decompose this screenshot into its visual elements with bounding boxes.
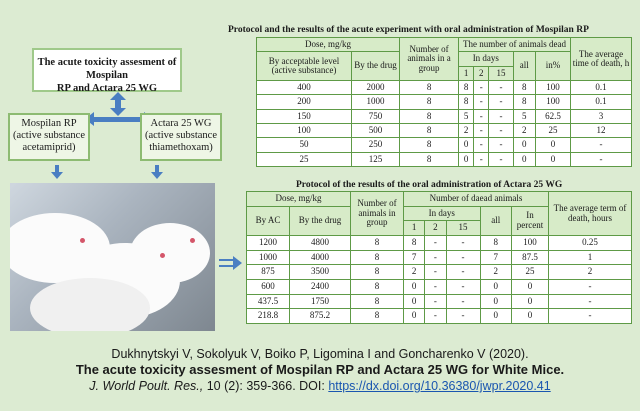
table-cell: 0.1: [571, 81, 632, 95]
table-cell: 12: [571, 123, 632, 137]
table-cell: 25: [257, 152, 352, 166]
table-cell: 2: [404, 265, 425, 280]
table-cell: 0.25: [549, 236, 632, 251]
table-cell: 8: [351, 279, 404, 294]
table-cell: 5: [459, 109, 474, 123]
table-cell: 8: [480, 236, 511, 251]
table-cell: 25: [512, 265, 549, 280]
table-cell: -: [474, 138, 489, 152]
header-dose: Dose, mg/kg: [247, 192, 351, 207]
header-drug: By the drug: [290, 206, 351, 235]
mice-photo: [10, 183, 215, 331]
header-days: In days: [404, 206, 481, 221]
table-cell: 600: [247, 279, 290, 294]
table-cell: 50: [257, 138, 352, 152]
table-cell: 25: [535, 123, 570, 137]
actara-table: [246, 191, 632, 324]
header-dose: Dose, mg/kg: [257, 38, 400, 52]
table-cell: 100: [257, 123, 352, 137]
table-cell: -: [425, 279, 446, 294]
table-cell: 8: [400, 95, 459, 109]
header-day2: 2: [474, 66, 489, 80]
table-cell: -: [474, 123, 489, 137]
header-number: Number of animals in group: [351, 192, 404, 236]
table-cell: 218.8: [247, 309, 290, 324]
table-row: [247, 236, 632, 251]
header-ac: By AC: [247, 206, 290, 235]
table-row: [247, 265, 632, 280]
table-cell: 3: [571, 109, 632, 123]
table-cell: 87.5: [512, 250, 549, 265]
table-cell: 8: [351, 265, 404, 280]
table-row: [247, 250, 632, 265]
table-cell: 8: [400, 81, 459, 95]
table-row: [247, 309, 632, 324]
table-cell: -: [446, 279, 480, 294]
table-cell: 400: [257, 81, 352, 95]
table-cell: 1200: [247, 236, 290, 251]
main-title-line1: The acute toxicity assesment of Mospilan: [37, 57, 177, 81]
table-cell: 500: [352, 123, 400, 137]
table-cell: 2400: [290, 279, 351, 294]
table-cell: 200: [257, 95, 352, 109]
table-cell: -: [446, 309, 480, 324]
table-cell: -: [489, 123, 513, 137]
table-cell: -: [425, 250, 446, 265]
header-all: all: [480, 206, 511, 235]
table-cell: 100: [535, 81, 570, 95]
table-cell: 8: [400, 109, 459, 123]
actara-box: [140, 113, 222, 161]
header-number: Number of animals in a group: [400, 38, 459, 81]
citation-volume: 10 (2): 359-366. DOI:: [206, 379, 329, 393]
table-cell: 8: [513, 81, 535, 95]
table-cell: -: [571, 152, 632, 166]
table-cell: 2: [459, 123, 474, 137]
header-all: all: [513, 52, 535, 81]
table-cell: -: [549, 279, 632, 294]
table-cell: 250: [352, 138, 400, 152]
table-cell: -: [446, 265, 480, 280]
table-cell: 7: [480, 250, 511, 265]
table-row: [257, 81, 632, 95]
table-cell: 3500: [290, 265, 351, 280]
table-cell: 150: [257, 109, 352, 123]
main-title-line2: RP and Actara 25 WG: [56, 83, 158, 94]
table-cell: -: [446, 294, 480, 309]
table-cell: -: [474, 152, 489, 166]
actara-name: Actara 25 WG: [150, 118, 212, 129]
table-cell: -: [446, 236, 480, 251]
table-cell: 1000: [352, 95, 400, 109]
table-cell: 0: [404, 294, 425, 309]
header-days: In days: [459, 52, 514, 66]
table-cell: -: [425, 265, 446, 280]
table-row: [257, 123, 632, 137]
citation-title: The acute toxicity assesment of Mospilan RP and Actara 25 WG for White Mice.: [75, 362, 565, 377]
table-cell: 2000: [352, 81, 400, 95]
table-row: [257, 109, 632, 123]
mospilan-box: [8, 113, 90, 161]
table-cell: 0: [513, 152, 535, 166]
table-cell: 4800: [290, 236, 351, 251]
table-cell: 0: [512, 279, 549, 294]
table-cell: 4000: [290, 250, 351, 265]
mospilan-sub1: (active substance: [12, 130, 85, 141]
citation-source: [0, 379, 640, 393]
table-row: [257, 95, 632, 109]
header-day15: 15: [489, 66, 513, 80]
header-dead: The number of animals dead: [459, 38, 571, 52]
table-cell: 62.5: [535, 109, 570, 123]
table-cell: 8: [459, 81, 474, 95]
table-cell: -: [549, 294, 632, 309]
header-day15: 15: [446, 221, 480, 236]
mospilan-sub2: acetamiprid): [22, 142, 76, 153]
header-day1: 1: [404, 221, 425, 236]
table-cell: -: [571, 138, 632, 152]
table-row: [257, 152, 632, 166]
table-cell: -: [446, 250, 480, 265]
table-cell: 2: [513, 123, 535, 137]
table-cell: 0: [513, 138, 535, 152]
table-cell: 7: [404, 250, 425, 265]
table-cell: 8: [351, 250, 404, 265]
table-cell: 0: [480, 309, 511, 324]
table-cell: 0: [480, 279, 511, 294]
header-day2: 2: [425, 221, 446, 236]
table-cell: 0: [535, 138, 570, 152]
doi-link[interactable]: https://dx.doi.org/10.36380/jwpr.2020.41: [328, 379, 551, 393]
table-cell: 0: [480, 294, 511, 309]
table-cell: 0.1: [571, 95, 632, 109]
table-cell: -: [474, 95, 489, 109]
header-dead: Number of daead animals: [404, 192, 549, 207]
table-row: [257, 138, 632, 152]
table-cell: 8: [513, 95, 535, 109]
table-cell: 8: [400, 138, 459, 152]
table-cell: 1750: [290, 294, 351, 309]
table-cell: 437.5: [247, 294, 290, 309]
table-cell: 0: [459, 138, 474, 152]
table-cell: -: [425, 236, 446, 251]
table-cell: 8: [400, 123, 459, 137]
citation-journal: J. World Poult. Res.,: [89, 379, 204, 393]
table-cell: 100: [535, 95, 570, 109]
table-row: [247, 294, 632, 309]
actara-sub1: (active substance: [144, 130, 217, 141]
table-cell: 8: [351, 294, 404, 309]
table-cell: 125: [352, 152, 400, 166]
table-cell: 5: [513, 109, 535, 123]
table-cell: 875: [247, 265, 290, 280]
table-cell: 0: [404, 309, 425, 324]
table-cell: 875.2: [290, 309, 351, 324]
table-cell: 0: [512, 294, 549, 309]
citation-authors: Dukhnytskyi V, Sokolyuk V, Boiko P, Ligomina I and Goncharenko V (2020).: [111, 347, 529, 361]
table-cell: 2: [549, 265, 632, 280]
header-drug: By the drug: [352, 52, 400, 81]
table2-title: Protocol of the results of the oral administration of Actara 25 WG: [296, 180, 563, 190]
table-cell: -: [489, 109, 513, 123]
table-cell: 8: [459, 95, 474, 109]
table-cell: -: [489, 138, 513, 152]
table-cell: 1: [549, 250, 632, 265]
table-cell: -: [474, 109, 489, 123]
header-avg-time: The average time of death, h: [571, 38, 632, 81]
table-cell: 8: [404, 236, 425, 251]
table1-title: Protocol and the results of the acute experiment with oral administration of Mospilan RP: [228, 25, 589, 35]
table-cell: 8: [400, 152, 459, 166]
header-avg-time: The average term of death, hours: [549, 192, 632, 236]
table-cell: -: [425, 309, 446, 324]
table-cell: -: [425, 294, 446, 309]
table-cell: -: [474, 81, 489, 95]
table-cell: 0: [404, 279, 425, 294]
table-cell: 8: [351, 236, 404, 251]
table-cell: 0: [535, 152, 570, 166]
main-title-box: [32, 48, 182, 92]
table-cell: -: [549, 309, 632, 324]
header-pct: In percent: [512, 206, 549, 235]
mospilan-name: Mospilan RP: [21, 118, 77, 129]
table-cell: 1000: [247, 250, 290, 265]
table-cell: -: [489, 95, 513, 109]
table-cell: 8: [351, 309, 404, 324]
table-cell: -: [489, 81, 513, 95]
table-cell: 0: [459, 152, 474, 166]
table-cell: -: [489, 152, 513, 166]
header-pct: in%: [535, 52, 570, 81]
table-cell: 0: [512, 309, 549, 324]
actara-sub2: thiamethoxam): [149, 142, 213, 153]
table-row: [247, 279, 632, 294]
table-cell: 750: [352, 109, 400, 123]
mospilan-table: [256, 37, 632, 167]
header-acceptable: By acceptable level (active substance): [257, 52, 352, 81]
header-day1: 1: [459, 66, 474, 80]
table-cell: 100: [512, 236, 549, 251]
table-cell: 2: [480, 265, 511, 280]
